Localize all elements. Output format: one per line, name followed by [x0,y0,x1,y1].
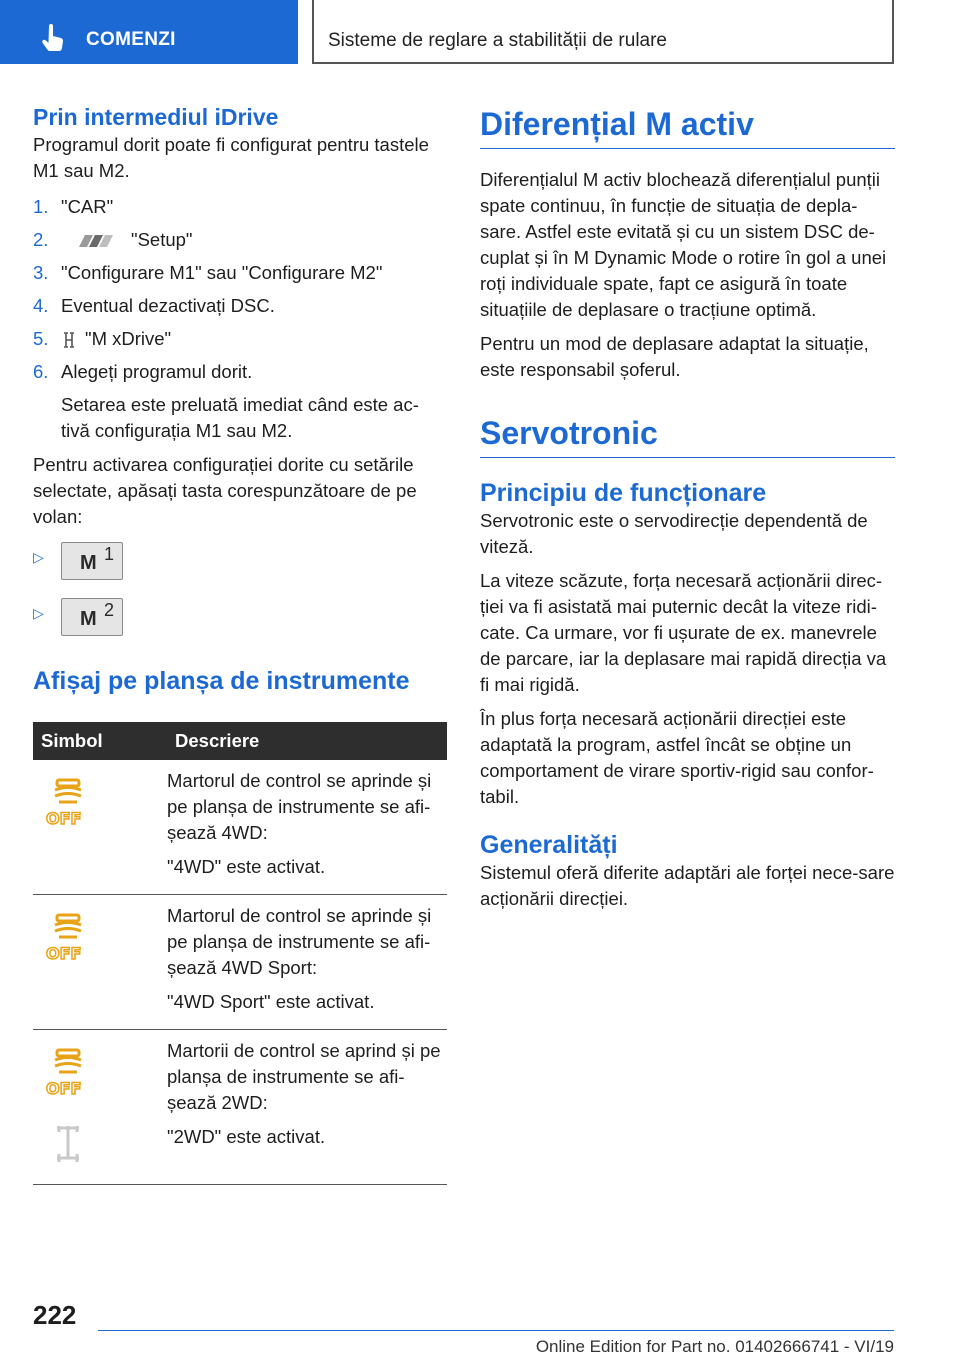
table-row [33,1030,447,1185]
diff-paragraph-2: Pentru un mod de deplasare adaptat la situație, este responsabil șoferul. [480,333,869,380]
m1-button[interactable] [61,542,123,580]
diff-paragraph-1: Diferențialul M activ blochează diferențialul punții spate continuu, în funcție de situația de depla-sare. Astfel este evitată și cu un sistem DSC de-cuplat și în M Dynamic Mode o rotire în gol a unei roți individuale spate, fapt ce asigură în toate situațiile de deplasare o tracțiune optimă. [480,169,887,320]
section-tab-label: COMENZI [86,29,176,50]
col-description-header: Descriere [167,722,447,760]
xdrive-icon [61,331,77,349]
chapter-title-box [312,0,894,64]
step-number: 2. [33,229,49,250]
svg-text:OFF: OFF [46,809,82,828]
principle-paragraph-1: Servotronic este o servodirecție dependentă de viteză. [480,510,868,557]
left-column [33,102,447,1185]
step-number: 1. [33,196,49,217]
4wd-off-warning-icon [43,1046,93,1098]
idrive-heading: Prin intermediul iDrive [33,104,279,130]
hand-pointer-icon [40,24,66,52]
symbol-table [33,722,447,1185]
idrive-intro: Programul dorit poate fi configurat pentru tastele M1 sau M2. [33,134,429,181]
triangle-bullet-icon: ▷ [33,605,44,621]
display-heading: Afișaj pe planșa de instrumente [33,667,410,695]
general-heading: Generalități [480,831,618,859]
description-cell [167,760,447,895]
activation-text: Pentru activarea configurației dorite cu setările selectate, apăsați tasta corespunzătoare de pe volan: [33,454,417,527]
row-description: Martorii de control se aprind și pe planșa de instrumente se afi-șează 2WD: [167,1040,441,1113]
principle-heading: Principiu de funcționare [480,479,767,507]
m-stripes-icon [73,234,117,248]
edition-text: Online Edition for Part no. 01402666741 - VI/19 [535,1337,894,1356]
chapter-title: Sisteme de reglare a stabilității de rulare [328,30,668,51]
m2-button-row [33,598,447,636]
general-paragraph: Sistemul oferă diferite adaptări ale forței nece-sare acționării direcției. [480,862,895,909]
row-status: "4WD Sport" este activat. [167,991,375,1012]
4wd-off-warning-icon [43,911,93,963]
right-column [480,102,895,912]
row-description: Martorul de control se aprinde și pe planșa de instrumente se afi-șează 4WD Sport: [167,905,432,978]
triangle-bullet-icon: ▷ [33,549,44,565]
step6-note: Setarea este preluată imediat când este ac-tivă configurația M1 sau M2. [61,394,419,441]
principle-paragraph-3: În plus forța necesară acționării direcției este adaptată la program, astfel încât se obține un comportament de virare sportiv-rigid sau confor-tabil. [480,708,874,807]
m2-button-label: M [80,608,97,630]
servo-heading: Servotronic [480,415,658,451]
steps-list [33,194,447,385]
row-status: "4WD" este activat. [167,856,326,877]
footer-divider [98,1330,894,1331]
description-cell [167,1030,447,1185]
svg-text:OFF: OFF [46,1079,82,1098]
step-number: 5. [33,328,49,349]
m1-button-superscript: 1 [104,544,115,564]
section-tab[interactable] [0,0,298,64]
symbol-cell [33,895,167,1030]
row-description: Martorul de control se aprinde și pe planșa de instrumente se afi-șează 4WD: [167,770,432,843]
svg-text:OFF: OFF [46,944,82,963]
symbol-cell [33,1030,167,1185]
principle-paragraph-2: La viteze scăzute, forța necesară acționării direc-ției va fi asistată mai puternic decât la viteze ridi-cate. Ca urmare, vor fi ușurate de ex. manevrele de parcare, iar la deplasare mai rapidă direcția va fi mai rigidă. [480,570,887,695]
m2-button-superscript: 2 [104,600,115,620]
diff-heading: Diferențial M activ [480,106,754,142]
col-symbol-header: Simbol [33,722,167,760]
list-item [33,260,447,286]
step-text: Eventual dezactivați DSC. [61,295,275,316]
step-text: "Setup" [131,229,193,250]
list-item [33,326,447,352]
m1-button-label: M [80,552,97,574]
list-item [33,194,447,220]
step-number: 3. [33,262,49,283]
page-number: 222 [33,1300,77,1330]
list-item [33,227,447,253]
step-text: Alegeți programul dorit. [61,361,253,382]
list-item [33,359,447,385]
2wd-indicator-icon [43,1118,93,1170]
m2-button[interactable] [61,598,123,636]
list-item [33,293,447,319]
step-text: "CAR" [61,196,114,217]
table-row [33,895,447,1030]
step-text: "M xDrive" [85,328,172,349]
4wd-off-warning-icon [43,776,93,828]
row-status: "2WD" este activat. [167,1126,326,1147]
step-number: 6. [33,361,49,382]
step-number: 4. [33,295,49,316]
description-cell [167,895,447,1030]
symbol-cell [33,760,167,895]
m1-button-row [33,542,447,580]
step-text: "Configurare M1" sau "Configurare M2" [61,262,383,283]
table-row [33,760,447,895]
